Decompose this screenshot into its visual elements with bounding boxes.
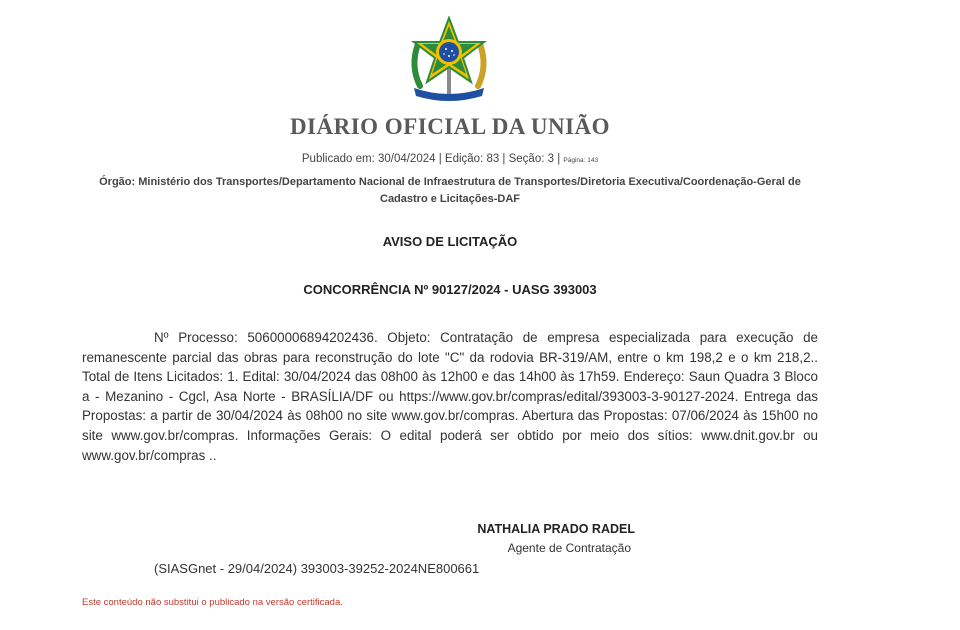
notice-type-heading: AVISO DE LICITAÇÃO: [382, 234, 518, 249]
publication-title: DIÁRIO OFICIAL DA UNIÃO: [289, 114, 611, 139]
notice-body: Nº Processo: 50600006894202436. Objeto: Contratação de empresa especializada para execução de remanescente parcial das obras para reconstrução do lote "C" da rodovia BR-319/AM, entre o km 198,2 e o km 218,2.. Total de Itens Licitados: 1. Edital: 30/04/2024 das 08h00 às 12h00 e das 14h00 às 17h59. Endereço: Saun Quadra 3 Bloco a - Mezanino - Cgcl, Asa Norte - BRASÍLIA/DF ou https://www.gov.br/compras/edital/393003-3-90127-2024. Entrega das Propostas: a partir de 30/04/2024 às 08h00 no site www.gov.br/compras. Abertura das Propostas: 07/06/2024 às 15h00 no site www.gov.br/compras. Informações Gerais: O edital poderá ser obtido por meio dos sítios: www.dnit.gov.br ou www.gov.br/compras ..: [82, 330, 818, 463]
brazil-coat-of-arms-icon: [406, 16, 492, 104]
signer-name: NATHALIA PRADO RADEL: [477, 522, 635, 536]
page-number: Página: 143: [563, 157, 599, 164]
signer-role: Agente de Contratação: [507, 541, 631, 555]
tender-heading: CONCORRÊNCIA Nº 90127/2024 - UASG 393003: [303, 282, 597, 297]
certification-disclaimer: Este conteúdo não substitui o publicado na versão certificada.: [82, 597, 343, 608]
siasg-reference: (SIASGnet - 29/04/2024) 393003-39252-2024NE800661: [154, 561, 480, 576]
publication-info: [0, 153, 900, 165]
publication-meta: Publicado em: 30/04/2024 | Edição: 83 | Seção: 3 |: [301, 153, 561, 165]
issuing-organ: Órgão: Ministério dos Transportes/Departamento Nacional de Infraestrutura de Transportes/Diretoria Executiva/Coordenação-Geral de Cadastro e Licitações-DAF: [99, 176, 801, 205]
